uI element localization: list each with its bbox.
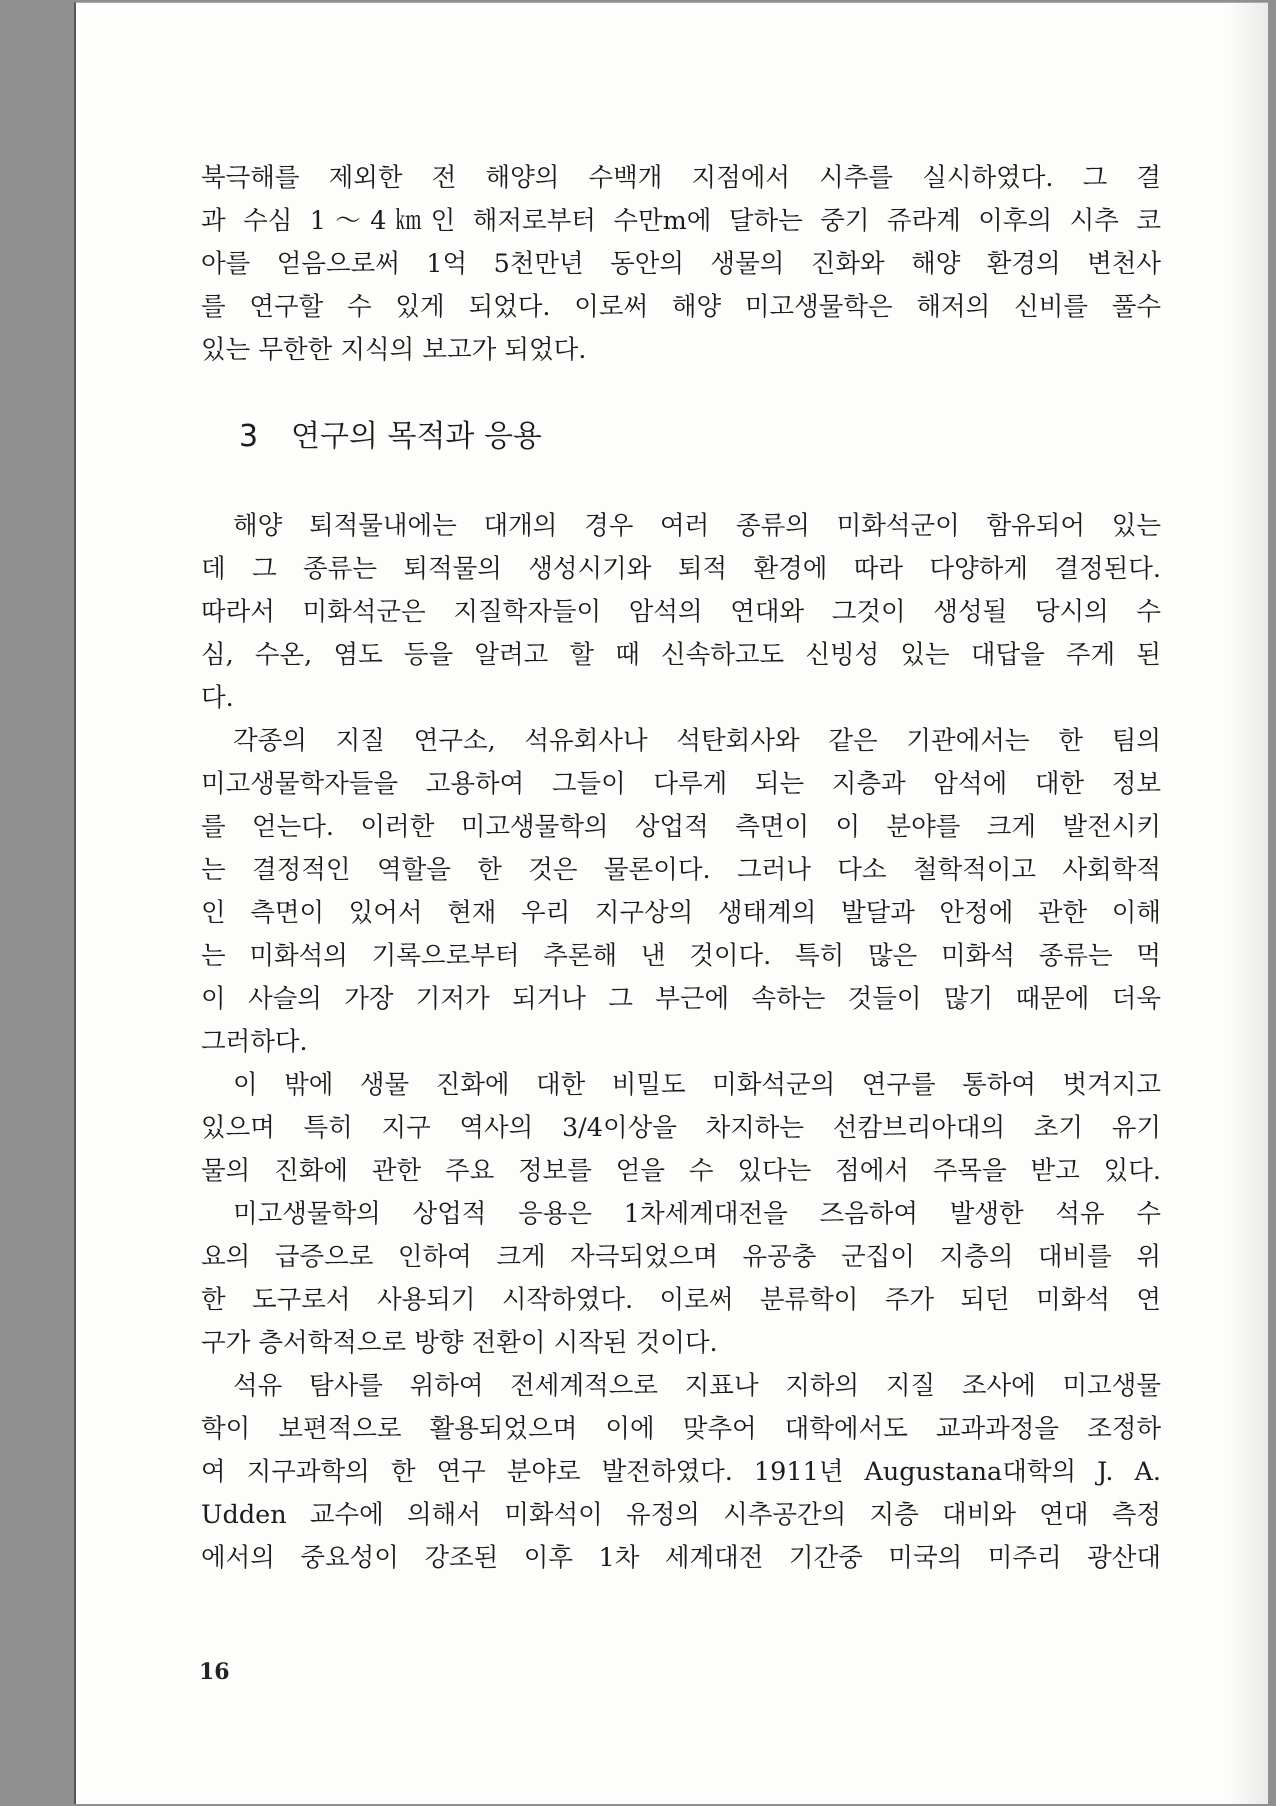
text-line: 이 밖에 생물 진화에 대한 비밀도 미화석군의 연구를 통하여 벗겨지고 [233, 1070, 1161, 1100]
paragraph [201, 720, 1161, 1064]
text-line: 여 지구과학의 한 연구 분야로 발전하였다. 1911년 Augustana대학의 J. A. [201, 1457, 1161, 1487]
text-line: 를 연구할 수 있게 되었다. 이로써 해양 미고생물학은 해저의 신비를 풀수 [201, 292, 1161, 322]
text-line: 다. [201, 683, 234, 713]
text-line: 구가 층서학적으로 방향 전환이 시작된 것이다. [201, 1328, 718, 1358]
paragraph [201, 1365, 1161, 1580]
text-line: 아를 얻음으로써 1억 5천만년 동안의 생물의 진화와 해양 환경의 변천사 [201, 249, 1161, 279]
paragraph [201, 505, 1161, 720]
heading-gap [201, 372, 1161, 505]
paragraph [201, 1064, 1161, 1193]
paragraph [201, 157, 1161, 372]
text-line: 를 얻는다. 이러한 미고생물학의 상업적 측면이 이 분야를 크게 발전시키 [201, 812, 1161, 842]
text-line: 해양 퇴적물내에는 대개의 경우 여러 종류의 미화석군이 함유되어 있는 [233, 511, 1161, 541]
text-line: 학이 보편적으로 활용되었으며 이에 맞추어 대학에서도 교과과정을 조정하 [201, 1414, 1161, 1444]
text-line: 이 사슬의 가장 기저가 되거나 그 부근에 속하는 것들이 많기 때문에 더욱 [201, 984, 1161, 1014]
text-line: 따라서 미화석군은 지질학자들이 암석의 연대와 그것이 생성될 당시의 수 [201, 597, 1161, 627]
paragraph [201, 1193, 1161, 1365]
text-line: 있으며 특히 지구 역사의 3/4이상을 차지하는 선캄브리아대의 초기 유기 [201, 1113, 1161, 1143]
text-line: 물의 진화에 관한 주요 정보를 얻을 수 있다는 점에서 주목을 받고 있다. [201, 1156, 1161, 1186]
text-line: 미고생물학자들을 고용하여 그들이 다루게 되는 지층과 암석에 대한 정보 [201, 769, 1161, 799]
text-line: 인 측면이 있어서 현재 우리 지구상의 생태계의 발달과 안정에 관한 이해 [201, 898, 1161, 928]
text-line: 심, 수온, 염도 등을 알려고 할 때 신속하고도 신빙성 있는 대답을 주게 된 [201, 640, 1161, 670]
text-line: 는 미화석의 기록으로부터 추론해 낸 것이다. 특히 많은 미화석 종류는 먹 [201, 941, 1161, 971]
page-number: 16 [199, 1659, 230, 1685]
text-line: 미고생물학의 상업적 응용은 1차세계대전을 즈음하여 발생한 석유 수 [233, 1199, 1161, 1229]
text-line: Udden 교수에 의해서 미화석이 유정의 시추공간의 지층 대비와 연대 측정 [201, 1500, 1161, 1530]
body-text [201, 157, 1161, 1580]
text-line: 데 그 종류는 퇴적물의 생성시기와 퇴적 환경에 따라 다양하게 결정된다. [201, 554, 1161, 584]
text-line: 각종의 지질 연구소, 석유회사나 석탄회사와 같은 기관에서는 한 팀의 [233, 726, 1161, 756]
text-line: 는 결정적인 역할을 한 것은 물론이다. 그러나 다소 철학적이고 사회학적 [201, 855, 1161, 885]
text-line: 있는 무한한 지식의 보고가 되었다. [201, 335, 587, 365]
text-line: 석유 탐사를 위하여 전세계적으로 지표나 지하의 지질 조사에 미고생물 [233, 1371, 1161, 1401]
text-line: 그러하다. [201, 1027, 308, 1057]
text-line: 요의 급증으로 인하여 크게 자극되었으며 유공충 군집이 지층의 대비를 위 [201, 1242, 1161, 1272]
text-line: 에서의 중요성이 강조된 이후 1차 세계대전 기간중 미국의 미주리 광산대 [201, 1543, 1161, 1573]
book-page [74, 2, 1268, 1804]
text-line: 한 도구로서 사용되기 시작하였다. 이로써 분류학이 주가 되던 미화석 연 [201, 1285, 1161, 1315]
section-title: 연구의 목적과 응용 [291, 419, 542, 454]
section-number: 3 [239, 419, 259, 454]
text-line: 북극해를 제외한 전 해양의 수백개 지점에서 시추를 실시하였다. 그 결 [201, 163, 1161, 193]
text-line: 과 수심 1～4㎞인 해저로부터 수만m에 달하는 중기 쥬라계 이후의 시추 코 [201, 206, 1161, 236]
